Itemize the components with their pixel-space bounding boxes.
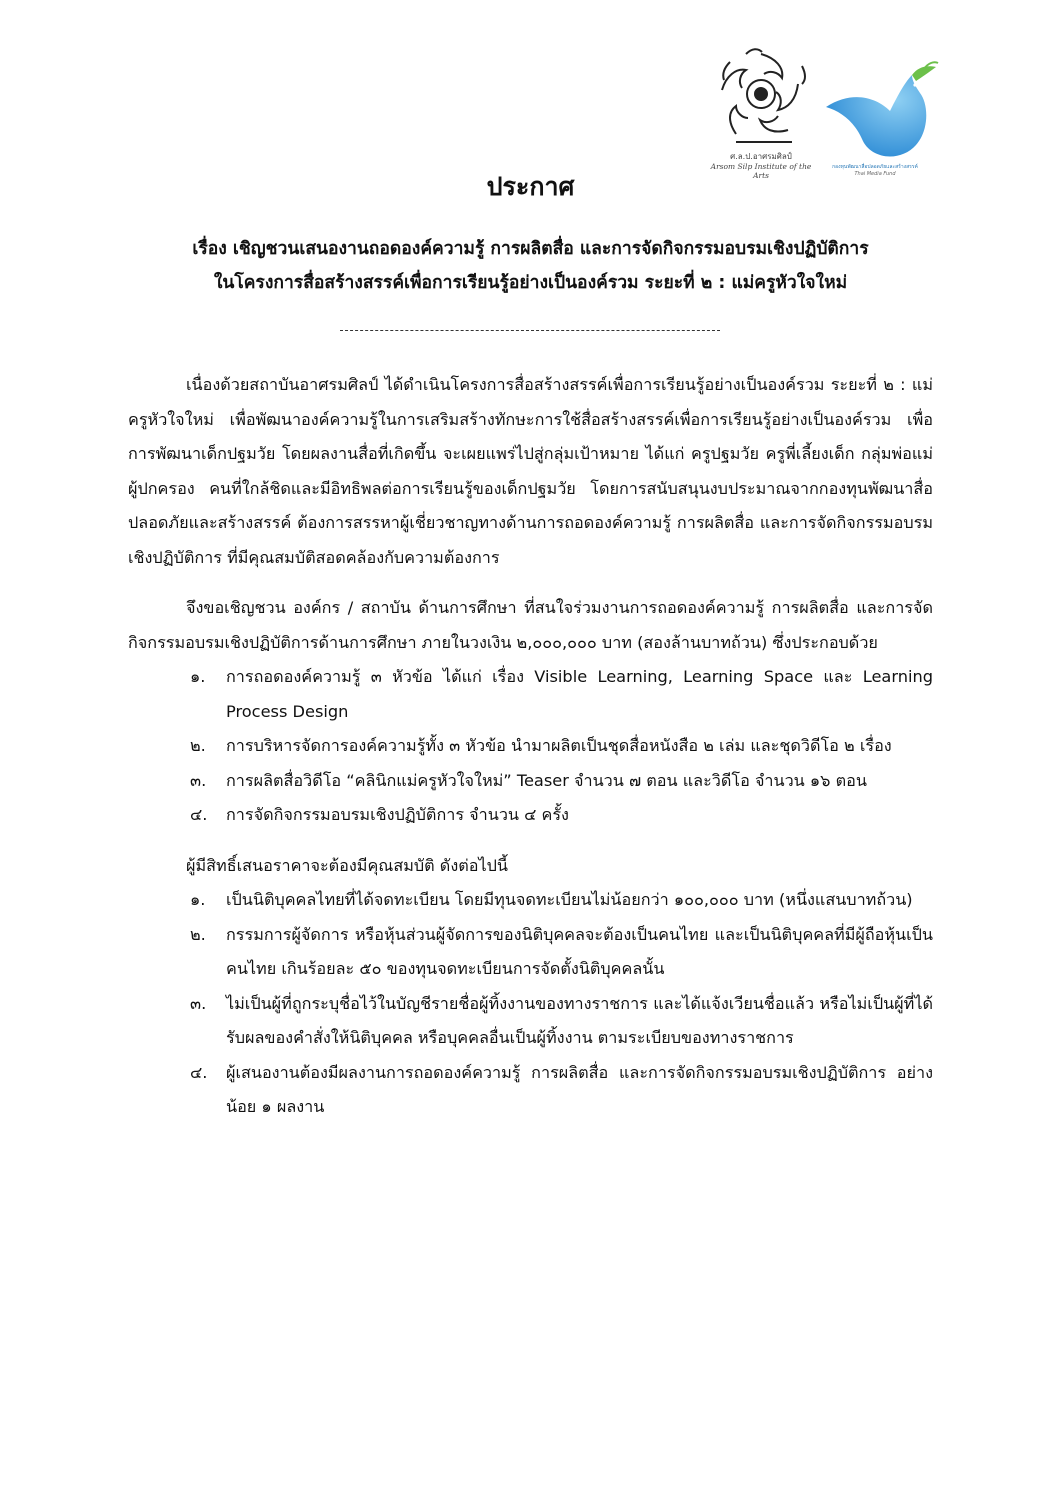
- qualification-item-number: ๒.: [190, 924, 206, 944]
- announcement-body: [128, 368, 933, 1125]
- scope-item-text: การผลิตสื่อวิดีโอ “คลินิกแม่ครูหัวใจใหม่” Teaser จำนวน ๗ ตอน และวิดีโอ จำนวน ๑๖ ตอน: [226, 770, 867, 790]
- scope-item: [128, 729, 933, 764]
- scope-item-text: การถอดองค์ความรู้ ๓ หัวข้อ ได้แก่ เรื่อง Visible Learning, Learning Space และ Learning Process Design: [226, 667, 933, 721]
- subject-line-2: ในโครงการสื่อสร้างสรรค์เพื่อการเรียนรู้อย่างเป็นองค์รวม ระยะที่ ๒ : แม่ครูหัวใจใหม่: [213, 273, 848, 293]
- qualification-item-text: ผู้เสนองานต้องมีผลงานการถอดองค์ความรู้ การผลิตสื่อ และการจัดกิจกรรมอบรมเชิงปฏิบัติการ อย่างน้อย ๑ ผลงาน: [226, 1062, 933, 1116]
- qualifications-heading: ผู้มีสิทธิ์เสนอราคาจะต้องมีคุณสมบัติ ดังต่อไปนี้: [186, 855, 508, 875]
- qualification-item: [128, 1056, 933, 1125]
- scope-item: [128, 798, 933, 833]
- scope-item-number: ๑.: [190, 667, 206, 686]
- qualification-item: [128, 883, 933, 918]
- arsom-caption-en: Arsom Silp Institute of the Arts: [710, 162, 812, 180]
- qualification-item-text: กรรมการผู้จัดการ หรือหุ้นส่วนผู้จัดการของนิติบุคคลจะต้องเป็นคนไทย และเป็นนิติบุคคลที่มีผู้ถือหุ้นเป็นคนไทย เกินร้อยละ ๕๐ ของทุนจดทะเบียนการจัดตั้งนิติบุคคลนั้น: [226, 924, 933, 978]
- qualification-item-number: ๓.: [190, 993, 207, 1013]
- dashed-divider: [340, 330, 720, 331]
- arsom-caption-thai: ศ.ล.ป.อาศรมศิลป์: [730, 152, 792, 161]
- paragraph-gap: [128, 833, 933, 849]
- qualification-item-text: ไม่เป็นผู้ที่ถูกระบุชื่อไว้ในบัญชีรายชื่อผู้ทิ้งงานของทางราชการ และได้แจ้งเวียนชื่อแล้ว หรือไม่เป็นผู้ที่ได้รับผลของคำสั่งให้นิติบุคคล หรือบุคคลอื่นเป็นผู้ทิ้งงาน ตามระเบียบของทางราชการ: [226, 993, 933, 1047]
- qualification-item-number: ๑.: [190, 890, 206, 909]
- thai-media-fund-logo: [820, 59, 940, 177]
- scope-list: [128, 660, 933, 833]
- scope-item-number: ๒.: [190, 736, 206, 755]
- qualification-list: [128, 883, 933, 1125]
- qualification-item: [128, 918, 933, 987]
- scope-item-number: ๓.: [190, 770, 207, 790]
- fund-caption-en: Thai Media Fund: [854, 171, 896, 177]
- invite-paragraph: จึงขอเชิญชวน องค์กร / สถาบัน ด้านการศึกษา ที่สนใจร่วมงานการถอดองค์ความรู้ การผลิตสื่อ และการจัดกิจกรรมอบรมเชิงปฏิบัติการด้านการศึกษา ภายในวงเงิน ๒,๐๐๐,๐๐๐ บาท (สองล้านบาทถ้วน) ซึ่งประกอบด้วย: [128, 598, 933, 652]
- arsom-silp-emblem-icon: [706, 44, 816, 149]
- fund-caption-thai: กองทุนพัฒนาสื่อปลอดภัยและสร้างสรรค์: [832, 164, 918, 170]
- subject-line-1: เรื่อง เชิญชวนเสนองานถอดองค์ความรู้ การผลิตสื่อ และการจัดกิจกรรมอบรมเชิงปฏิบัติการ: [192, 239, 869, 259]
- qualification-item-text: เป็นนิติบุคคลไทยที่ได้จดทะเบียน โดยมีทุนจดทะเบียนไม่น้อยกว่า ๑๐๐,๐๐๐ บาท (หนึ่งแสนบาทถ้วน): [226, 890, 913, 909]
- dove-icon: [820, 59, 940, 164]
- scope-item-text: การบริหารจัดการองค์ความรู้ทั้ง ๓ หัวข้อ นำมาผลิตเป็นชุดสื่อหนังสือ ๒ เล่ม และชุดวิดีโอ ๒ เรื่อง: [226, 736, 892, 755]
- paragraph-gap: [128, 575, 933, 591]
- qualification-item-number: ๔.: [190, 1062, 208, 1082]
- header-logos: [700, 44, 950, 179]
- scope-item-text: การจัดกิจกรรมอบรมเชิงปฏิบัติการ จำนวน ๔ ครั้ง: [226, 805, 569, 824]
- arsom-silp-logo: [706, 44, 816, 180]
- scope-item-number: ๔.: [190, 805, 208, 824]
- intro-paragraph: เนื่องด้วยสถาบันอาศรมศิลป์ ได้ดำเนินโครงการสื่อสร้างสรรค์เพื่อการเรียนรู้อย่างเป็นองค์รวม ระยะที่ ๒ : แม่ครูหัวใจใหม่ เพื่อพัฒนาองค์ความรู้ในการเสริมสร้างทักษะการใช้สื่อสร้างสรรค์เพื่อการเรียนรู้อย่างเป็นองค์รวม เพื่อการพัฒนาเด็กปฐมวัย โดยผลงานสื่อที่เกิดขึ้น จะเผยแพร่ไปสู่กลุ่มเป้าหมาย ได้แก่ ครูปฐมวัย ครูพี่เลี้ยงเด็ก กลุ่มพ่อแม่ ผู้ปกครอง คนที่ใกล้ชิดและมีอิทธิพลต่อการเรียนรู้ของเด็กปฐมวัย โดยการสนับสนุนงบประมาณจากกองทุนพัฒนาสื่อปลอดภัยและสร้างสรรค์ ต้องการสรรหาผู้เชี่ยวชาญทางด้านการถอดองค์ความรู้ การผลิตสื่อ และการจัดกิจกรรมอบรมเชิงปฏิบัติการ ที่มีคุณสมบัติสอดคล้องกับความต้องการ: [128, 375, 933, 567]
- scope-item: [128, 764, 933, 799]
- announcement-title: ประกาศ: [486, 172, 575, 201]
- scope-item: [128, 660, 933, 729]
- qualification-item: [128, 987, 933, 1056]
- announcement-subject: [0, 232, 1061, 300]
